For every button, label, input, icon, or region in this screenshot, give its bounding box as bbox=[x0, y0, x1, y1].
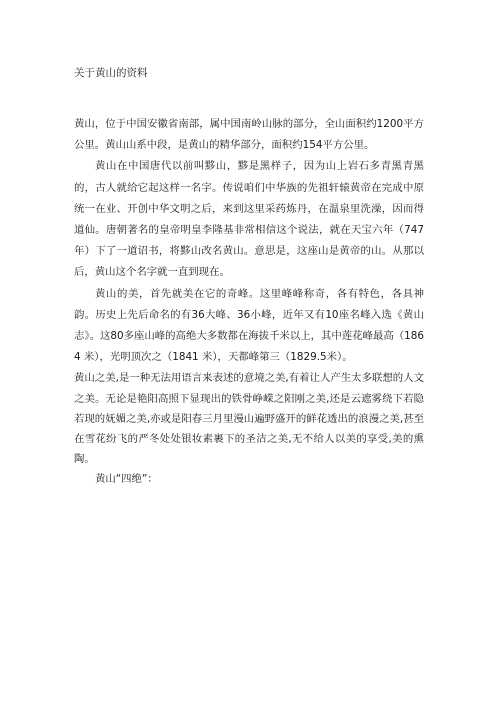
document-title: 关于黄山的资料 bbox=[74, 67, 148, 79]
paragraph-beauty: 黄山之美,是一种无法用语言来表述的意境之美,有着让人产生太多联想的人文之美。无论是艳阳高照下显现出的铁骨峥嵘之阳刚之美,还是云遮雾绕下若隐若现的妩媚之美,亦或是阳春三月里漫山遍野盛开的鲜花透出的浪漫之美,甚至在雪花纷飞的严冬处处银妆素裹下的圣洁之美,无不给人以美的享受,美的熏陶。 bbox=[74, 372, 424, 466]
paragraph-location: 黄山，位于中国安徽省南部，属中国南岭山脉的部分，全山面积约1200平方公里。黄山山系中段，是黄山的精华部分，面积约154平方公里。 bbox=[74, 118, 424, 152]
paragraph-peaks: 黄山的美，首先就美在它的奇峰。这里峰峰称奇，各有特色，各具神韵。历史上先后命名的有36大峰、36小峰，近年又有10座名峰入选《黄山志》。这80多座山峰的高绝大多数都在海拔千米以上，其中莲花峰最高（1864 米），光明顶次之（1841 米），天都峰第三（1829.5米）。 bbox=[74, 287, 424, 364]
document-body bbox=[74, 114, 424, 491]
paragraph-history: 黄山在中国唐代以前叫黟山，黟是黑样子，因为山上岩石多青黑青黑的，古人就给它起这样一名字。传说咱们中华族的先祖轩辕黄帝在完成中原统一在业、开创中华文明之后，来到这里采药炼丹，在温泉里洗澡，因而得道仙。唐朝著名的皇帝明皇李隆基非常相信这个说法，就在天宝六年（747年）下了一道诏书，将黟山改名黄山。意思是，这座山是黄帝的山。从那以后，黄山这个名字就一直到现在。 bbox=[74, 160, 424, 279]
paragraph-four-wonders-heading: 黄山“四绝”： bbox=[95, 473, 158, 486]
